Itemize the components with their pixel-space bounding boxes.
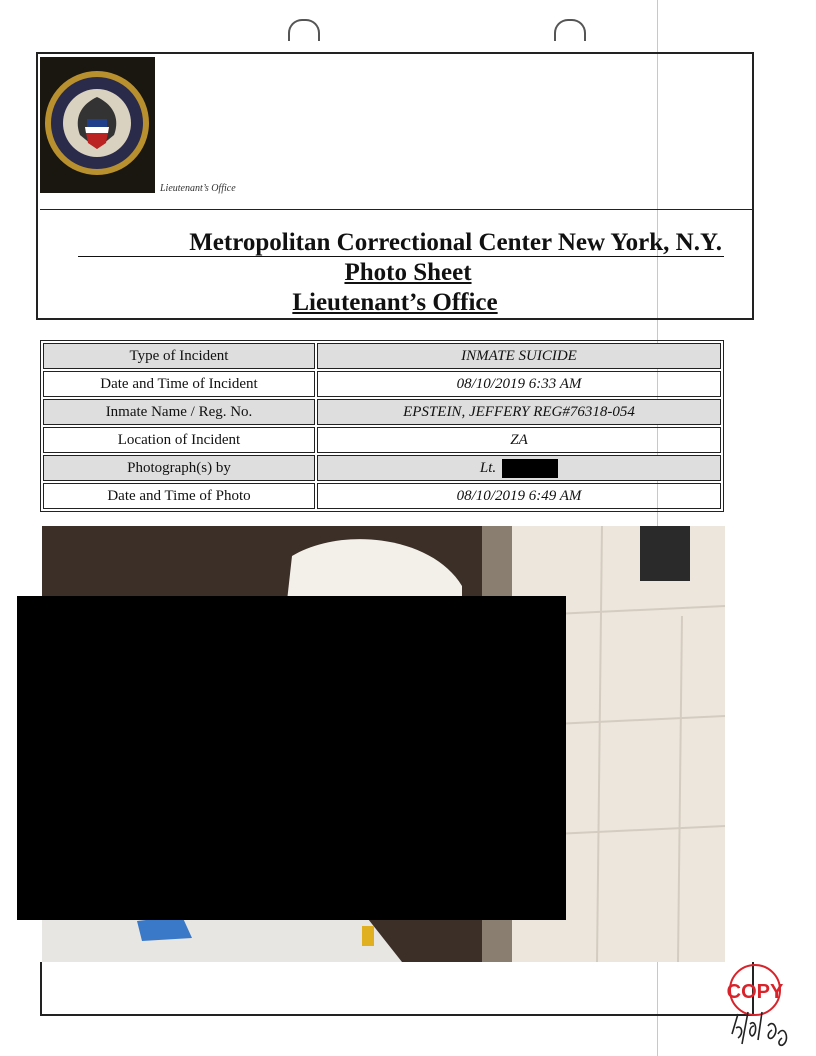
incident-type-label: Type of Incident <box>43 343 315 369</box>
photo-sheet-title: Photo Sheet <box>344 259 472 286</box>
location-label: Location of Incident <box>43 427 315 453</box>
inmate-name-label: Inmate Name / Reg. No. <box>43 399 315 425</box>
incident-datetime-value: 08/10/2019 6:33 AM <box>317 371 721 397</box>
lieutenant-office-title: Lieutenant’s Office <box>292 289 498 316</box>
photo-datetime-label: Date and Time of Photo <box>43 483 315 509</box>
redaction-box <box>502 459 558 478</box>
photographer-label: Photograph(s) by <box>43 455 315 481</box>
doj-bop-seal-icon <box>40 57 155 193</box>
incident-info-table <box>40 340 724 512</box>
inmate-name-value: EPSTEIN, JEFFERY REG#76318-054 <box>317 399 721 425</box>
header-divider <box>40 209 754 210</box>
incident-type-value: INMATE SUICIDE <box>317 343 721 369</box>
incident-datetime-label: Date and Time of Incident <box>43 371 315 397</box>
copy-stamp-text: COPY <box>726 981 784 1003</box>
office-caption: Lieutenant’s Office <box>160 183 236 194</box>
photo-datetime-value: 08/10/2019 6:49 AM <box>317 483 721 509</box>
facility-title: Metropolitan Correctional Center New York, N.Y. <box>189 229 722 256</box>
table-row <box>43 455 721 481</box>
location-value: ZA <box>317 427 721 453</box>
table-row <box>43 343 721 369</box>
photographer-value: Lt. <box>317 455 721 481</box>
table-row <box>43 483 721 509</box>
punch-hole-left <box>288 19 320 41</box>
punch-hole-right <box>554 19 586 41</box>
handwritten-signature <box>728 1004 798 1050</box>
table-row <box>43 427 721 453</box>
table-row <box>43 371 721 397</box>
redaction-box <box>17 596 566 920</box>
photo-frame-bottom <box>40 962 754 1016</box>
table-row <box>43 399 721 425</box>
title-line1 <box>78 229 724 257</box>
